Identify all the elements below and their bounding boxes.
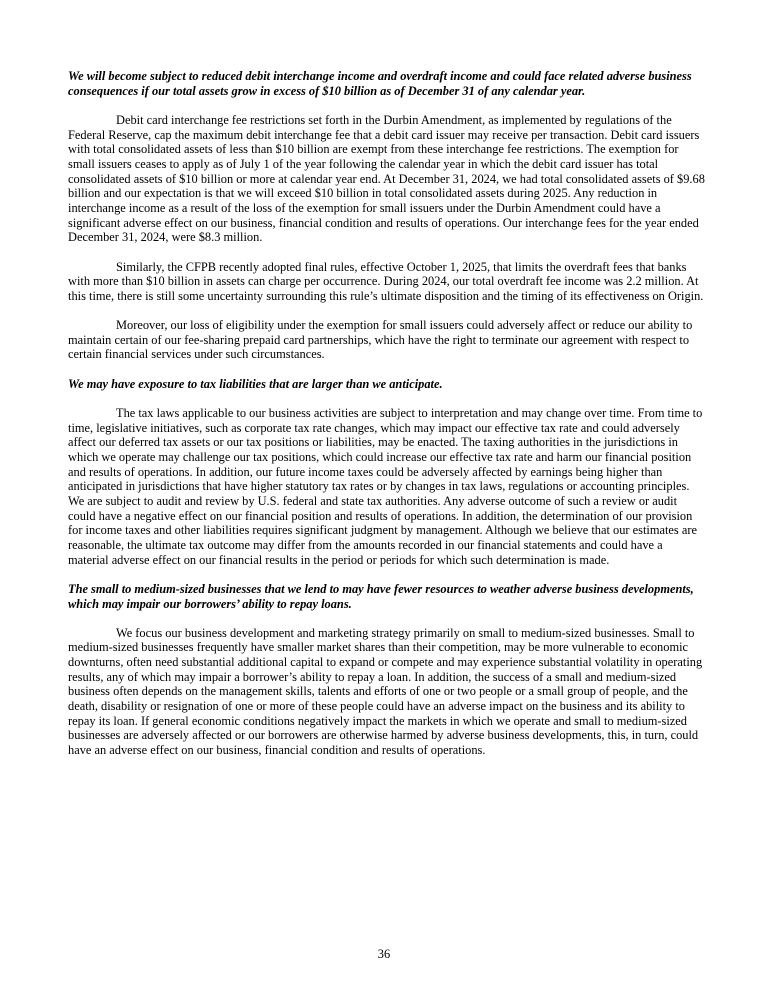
risk-factor-heading-small-businesses: The small to medium-sized businesses that we lend to may have fewer resources to weather adverse business developments, which may impair our borrowers’ ability to repay loans. [68,581,694,611]
risk-factor-heading-tax-liabilities: We may have exposure to tax liabilities that are larger than we anticipate. [68,376,443,391]
paragraph-tax-laws: The tax laws applicable to our business activities are subject to interpretation and may change over time. From time to time, legislative initiatives, such as corporate tax rate changes, which may impact our effective tax rate and could adversely affect our deferred tax assets or our tax positions or liabilities, may be enacted. The taxing authorities in the jurisdictions in which we operate may challenge our tax positions, which could increase our effective tax rate and harm our financial position and results of operations. In addition, our future income taxes could be adversely affected by earnings being higher than anticipated in jurisdictions that have higher statutory tax rates or by changes in tax laws, regulations or accounting principles. We are subject to audit and review by U.S. federal and state tax authorities. Any adverse outcome of such a review or audit could have a negative effect on our financial position and results of operations. In addition, the determination of our provision for income taxes and other liabilities requires significant judgment by management. Although we believe that our estimates are reasonable, the ultimate tax outcome may differ from the amounts recorded in our financial statements and could have a material adverse effect on our financial results in the period or periods for which such determination is made. [68,406,703,567]
paragraph-cfpb-overdraft: Similarly, the CFPB recently adopted final rules, effective October 1, 2025, that limits the overdraft fees that banks with more than $10 billion in assets can charge per occurrence. During 2024, our total overdraft fee income was 2.2 million. At this time, there is still some uncertainty surrounding this rule’s ultimate disposition and the timing of its effectiveness on Origin. [68,259,704,303]
risk-factor-heading-debit-interchange: We will become subject to reduced debit interchange income and overdraft income and could face related adverse business consequences if our total assets grow in excess of $10 billion as of December 31 of any calendar year. [68,69,692,98]
paragraph-durbin-amendment: Debit card interchange fee restrictions set forth in the Durbin Amendment, as implemented by regulations of the Federal Reserve, cap the maximum debit interchange fee that a debit card issuer may receive per transaction. Debit card issuers with total consolidated assets of less than $10 billion are exempt from these interchange fee restrictions. The exemption for small issuers ceases to apply as of July 1 of the year following the calendar year in which the debit card issuer has total consolidated assets of $10 billion or more at calendar year end. At December 31, 2024, we had total consolidated assets of $9.68 billion and our expectation is that we will exceed $10 billion in total consolidated assets during 2025. Any reduction in interchange income as a result of the loss of the exemption for small issuers under the Durbin Amendment could have a significant adverse effect on our business, financial condition and results of operations. Our interchange fees for the year ended December 31, 2024, were $8.3 million. [68,112,705,245]
page-number: 36 [377,947,391,962]
paragraph-small-business-lending: We focus our business development and marketing strategy primarily on small to medium-sized businesses. Small to medium-sized businesses frequently have smaller market shares than their competition, may be more vulnerable to economic downturns, often need substantial additional capital to expand or compete and may experience substantial volatility in operating results, any of which may impair a borrower’s ability to repay a loan. In addition, the success of a small and medium-sized business often depends on the management skills, talents and efforts of one or two people or a small group of people, and the death, disability or resignation of one or more of these people could have an adverse impact on the business and its ability to repay its loan. If general economic conditions negatively impact the markets in which we operate and small to medium-sized businesses are adversely affected or our borrowers are otherwise harmed by adverse business developments, this, in turn, could have an adverse effect on our business, financial condition and results of operations. [68,625,703,758]
document-content [68,69,705,772]
paragraph-prepaid-partnerships: Moreover, our loss of eligibility under the exemption for small issuers could adversely affect or reduce our ability to maintain certain of our fee-sharing prepaid card partnerships, which have the right to terminate our agreement with respect to certain financial services under such circumstances. [68,318,693,362]
